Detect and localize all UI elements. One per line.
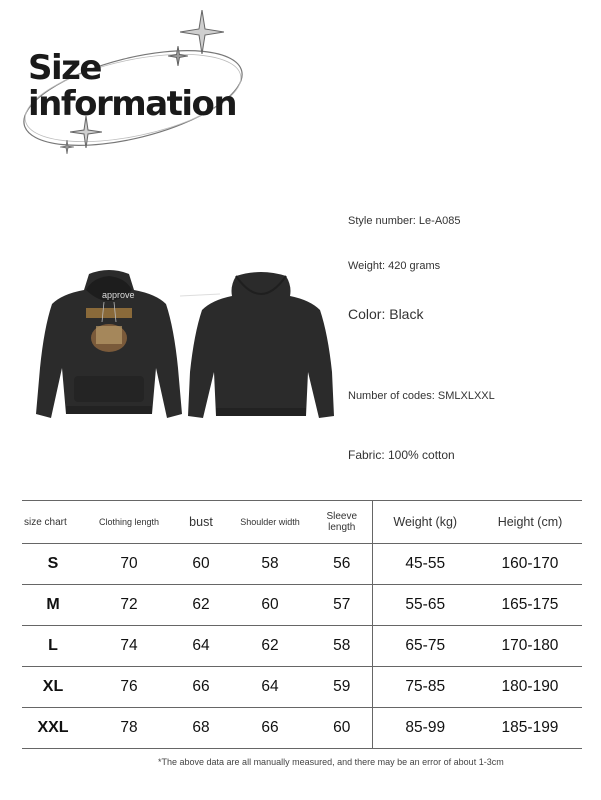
cell-bust: 66 <box>174 667 228 708</box>
header-clothing-length: Clothing length <box>84 501 174 544</box>
cell-height: 185-199 <box>478 708 582 749</box>
cell-size: M <box>22 585 84 626</box>
style-number: Style number: Le-A085 <box>348 215 461 227</box>
hoodie-back-image <box>186 272 336 424</box>
watermark-text: approve <box>102 290 135 300</box>
table-row <box>22 708 582 749</box>
footnote: *The above data are all manually measured, and there may be an error of about 1-3cm <box>158 757 504 767</box>
weight: Weight: 420 grams <box>348 260 441 272</box>
cell-shoulder-width: 66 <box>228 708 312 749</box>
cell-weight: 45-55 <box>372 544 478 585</box>
cell-clothing-length: 74 <box>84 626 174 667</box>
cell-shoulder-width: 58 <box>228 544 312 585</box>
cell-size: S <box>22 544 84 585</box>
header-shoulder-width: Shoulder width <box>228 501 312 544</box>
size-chart-table <box>22 500 582 749</box>
cell-height: 170-180 <box>478 626 582 667</box>
cell-bust: 60 <box>174 544 228 585</box>
cell-sleeve-length: 60 <box>312 708 372 749</box>
cell-height: 160-170 <box>478 544 582 585</box>
color: Color: Black <box>348 306 424 322</box>
cell-shoulder-width: 60 <box>228 585 312 626</box>
fabric: Fabric: 100% cotton <box>348 448 455 462</box>
cell-clothing-length: 70 <box>84 544 174 585</box>
cell-shoulder-width: 64 <box>228 667 312 708</box>
table-row <box>22 585 582 626</box>
cell-height: 165-175 <box>478 585 582 626</box>
sparkle-icon <box>168 46 188 66</box>
cell-sleeve-length: 59 <box>312 667 372 708</box>
cell-weight: 55-65 <box>372 585 478 626</box>
table-row <box>22 544 582 585</box>
table-header-row <box>22 501 582 544</box>
header-bust: bust <box>174 501 228 544</box>
cell-clothing-length: 76 <box>84 667 174 708</box>
cell-sleeve-length: 57 <box>312 585 372 626</box>
cell-size: L <box>22 626 84 667</box>
cell-height: 180-190 <box>478 667 582 708</box>
header-size-chart: size chart <box>22 501 84 544</box>
cell-shoulder-width: 62 <box>228 626 312 667</box>
cell-weight: 65-75 <box>372 626 478 667</box>
title-information: information <box>28 84 237 124</box>
number-of-codes: Number of codes: SMLXLXXL <box>348 390 495 402</box>
cell-bust: 68 <box>174 708 228 749</box>
cell-clothing-length: 78 <box>84 708 174 749</box>
cell-size: XXL <box>22 708 84 749</box>
header-sleeve-length: Sleeve length <box>312 501 372 544</box>
cell-weight: 85-99 <box>372 708 478 749</box>
title-block <box>18 18 248 158</box>
cell-bust: 64 <box>174 626 228 667</box>
table-row <box>22 667 582 708</box>
cell-size: XL <box>22 667 84 708</box>
cell-weight: 75-85 <box>372 667 478 708</box>
table-row <box>22 626 582 667</box>
cell-bust: 62 <box>174 585 228 626</box>
cell-sleeve-length: 56 <box>312 544 372 585</box>
cell-clothing-length: 72 <box>84 585 174 626</box>
sparkle-icon <box>60 140 74 154</box>
header-weight: Weight (kg) <box>372 501 478 544</box>
cell-sleeve-length: 58 <box>312 626 372 667</box>
title-size: Size <box>28 48 101 88</box>
header-height: Height (cm) <box>478 501 582 544</box>
